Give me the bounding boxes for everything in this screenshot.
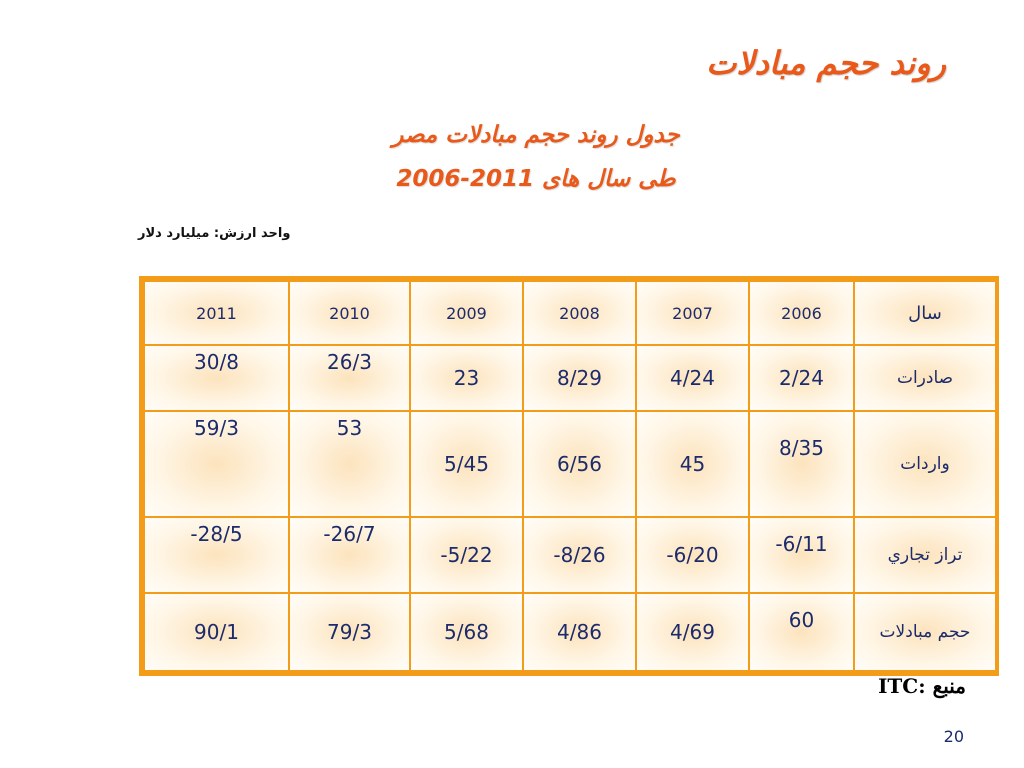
table-cell: 4/86 [523, 593, 636, 671]
table-header-row [144, 281, 996, 345]
row-label-trade-balance: تراز تجاري [854, 517, 996, 593]
table-cell: 23 [410, 345, 523, 411]
table-cell: 5/45 [410, 411, 523, 517]
table-cell: 59/3 [144, 411, 289, 517]
header-cell-2011: 2011 [144, 281, 289, 345]
table-caption-line-2: طی سال های 2011-2006 [396, 166, 676, 192]
table-cell: 2/24 [749, 345, 854, 411]
unit-note: واحد ارزش: میلیارد دلار [138, 226, 291, 241]
table-cell: 53 [289, 411, 410, 517]
header-cell-year-label: سال [854, 281, 996, 345]
table-row-trade-balance [144, 517, 996, 593]
row-label-imports: واردات [854, 411, 996, 517]
table-row-trade-volume [144, 593, 996, 671]
trade-volume-table [139, 276, 999, 676]
table-cell: -6/11 [749, 517, 854, 593]
table-cell: 60 [749, 593, 854, 671]
table-cell: 45 [636, 411, 749, 517]
table-cell: 5/68 [410, 593, 523, 671]
table-cell: -6/20 [636, 517, 749, 593]
table-cell: 26/3 [289, 345, 410, 411]
slide-title: روند حجم مبادلات [706, 44, 946, 82]
table-row-imports [144, 411, 996, 517]
source-note: منبع :ITC [878, 674, 966, 698]
table-row-exports [144, 345, 996, 411]
table-cell: 30/8 [144, 345, 289, 411]
table-cell: -5/22 [410, 517, 523, 593]
header-cell-2007: 2007 [636, 281, 749, 345]
table-cell: 4/24 [636, 345, 749, 411]
header-cell-2010: 2010 [289, 281, 410, 345]
table-cell: 90/1 [144, 593, 289, 671]
table-cell: 8/35 [749, 411, 854, 517]
row-label-exports: صادرات [854, 345, 996, 411]
table-cell: -26/7 [289, 517, 410, 593]
table-cell: 4/69 [636, 593, 749, 671]
header-cell-2008: 2008 [523, 281, 636, 345]
header-cell-2006: 2006 [749, 281, 854, 345]
table-cell: 8/29 [523, 345, 636, 411]
row-label-trade-volume: حجم مبادلات [854, 593, 996, 671]
table-cell: 6/56 [523, 411, 636, 517]
table-cell: 79/3 [289, 593, 410, 671]
header-cell-2009: 2009 [410, 281, 523, 345]
table-cell: -8/26 [523, 517, 636, 593]
table-caption-line-1: جدول روند حجم مبادلات مصر [392, 122, 680, 148]
table-cell: -28/5 [144, 517, 289, 593]
page-number: 20 [943, 727, 964, 746]
